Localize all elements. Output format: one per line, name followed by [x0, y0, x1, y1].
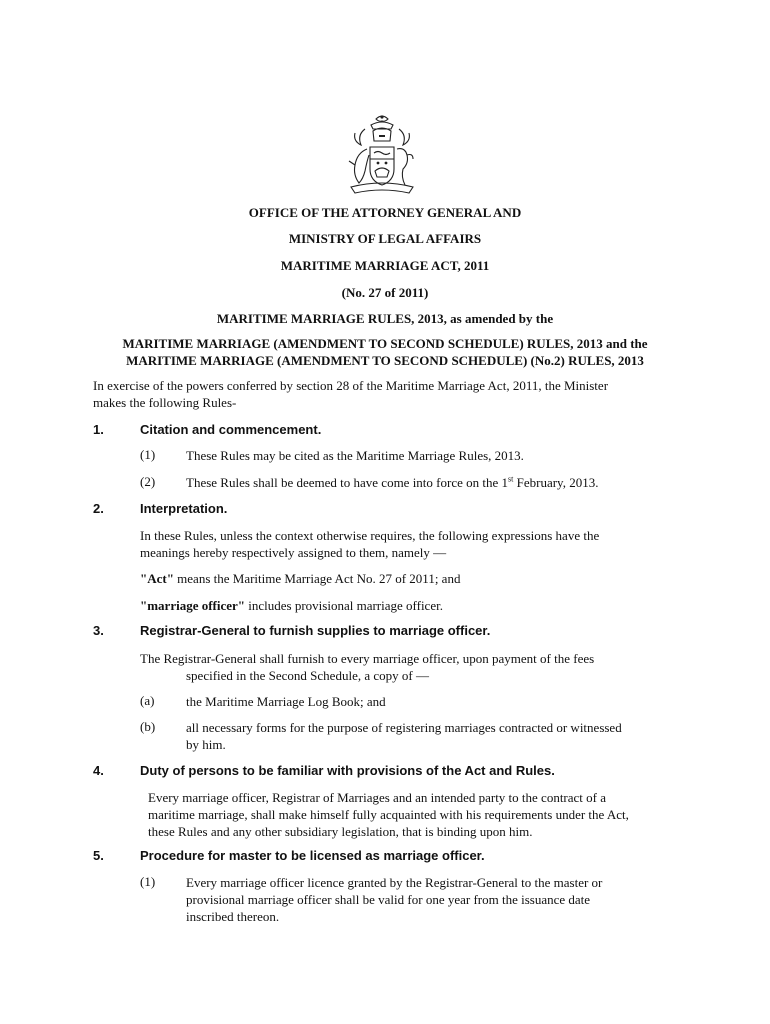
- coat-of-arms-icon: [343, 113, 421, 195]
- title-act-number: (No. 27 of 2011): [341, 285, 429, 300]
- section-2-number: 2.: [93, 501, 104, 516]
- section-3-heading: Registrar-General to furnish supplies to marriage officer.: [140, 623, 491, 638]
- title-office: OFFICE OF THE ATTORNEY GENERAL AND: [248, 205, 522, 220]
- section-1-number: 1.: [93, 422, 104, 437]
- section-5-sub-1-text: Every marriage officer licence granted by the Registrar-General to the master or provisional marriage officer shall be valid for one year from the issuance date inscribed thereon.: [186, 875, 603, 924]
- section-1-sub-2-text: These Rules shall be deemed to have come into force on the 1st February, 2013.: [186, 474, 599, 490]
- section-5-heading: Procedure for master to be licensed as marriage officer.: [140, 848, 485, 863]
- section-5-number: 5.: [93, 848, 104, 863]
- section-2-heading: Interpretation.: [140, 501, 228, 516]
- section-5-sub-1-label: (1): [140, 874, 156, 889]
- title-amendment-2: MARITIME MARRIAGE (AMENDMENT TO SECOND SCHEDULE) (No.2) RULES, 2013: [126, 353, 644, 368]
- section-3-item-b-text: all necessary forms for the purpose of registering marriages contracted or witnessed by him.: [186, 720, 622, 752]
- intro-paragraph: In exercise of the powers conferred by section 28 of the Maritime Marriage Act, 2011, the Minister makes the following Rules-: [93, 378, 609, 410]
- section-2-paragraph: In these Rules, unless the context otherwise requires, the following expressions have the meanings hereby respectively assigned to them, namely —: [140, 528, 600, 560]
- section-1-sub-1-text: These Rules may be cited as the Maritime Marriage Rules, 2013.: [186, 448, 524, 463]
- section-3-item-a-text: the Maritime Marriage Log Book; and: [186, 694, 386, 709]
- title-ministry: MINISTRY OF LEGAL AFFAIRS: [288, 231, 482, 246]
- section-3-item-b-label: (b): [140, 719, 156, 734]
- section-3-paragraph: The Registrar-General shall furnish to every marriage officer, upon payment of the fees specified in the Second Schedule, a copy of —: [140, 651, 595, 683]
- section-1-heading: Citation and commencement.: [140, 422, 322, 437]
- section-4-heading: Duty of persons to be familiar with provisions of the Act and Rules.: [140, 763, 555, 778]
- section-3-item-a-label: (a): [140, 693, 155, 708]
- definition-marriage-officer: "marriage officer" includes provisional marriage officer.: [140, 598, 443, 613]
- title-act: MARITIME MARRIAGE ACT, 2011: [280, 258, 490, 273]
- title-amendments: [0, 335, 770, 369]
- title-rules: MARITIME MARRIAGE RULES, 2013, as amended by the: [216, 311, 554, 326]
- section-4-paragraph: Every marriage officer, Registrar of Marriages and an intended party to the contract of a maritime marriage, shall make himself fully acquainted with his requirements under the Act, these Rules and any other subsidiary legislation, that is binding upon him.: [148, 790, 629, 839]
- definition-act: "Act" means the Maritime Marriage Act No. 27 of 2011; and: [140, 571, 461, 586]
- section-1-sub-1-label: (1): [140, 447, 156, 462]
- title-amendment-1: MARITIME MARRIAGE (AMENDMENT TO SECOND SCHEDULE) RULES, 2013 and the: [122, 336, 648, 351]
- section-4-number: 4.: [93, 763, 104, 778]
- section-1-sub-2-label: (2): [140, 474, 156, 489]
- section-3-number: 3.: [93, 623, 104, 638]
